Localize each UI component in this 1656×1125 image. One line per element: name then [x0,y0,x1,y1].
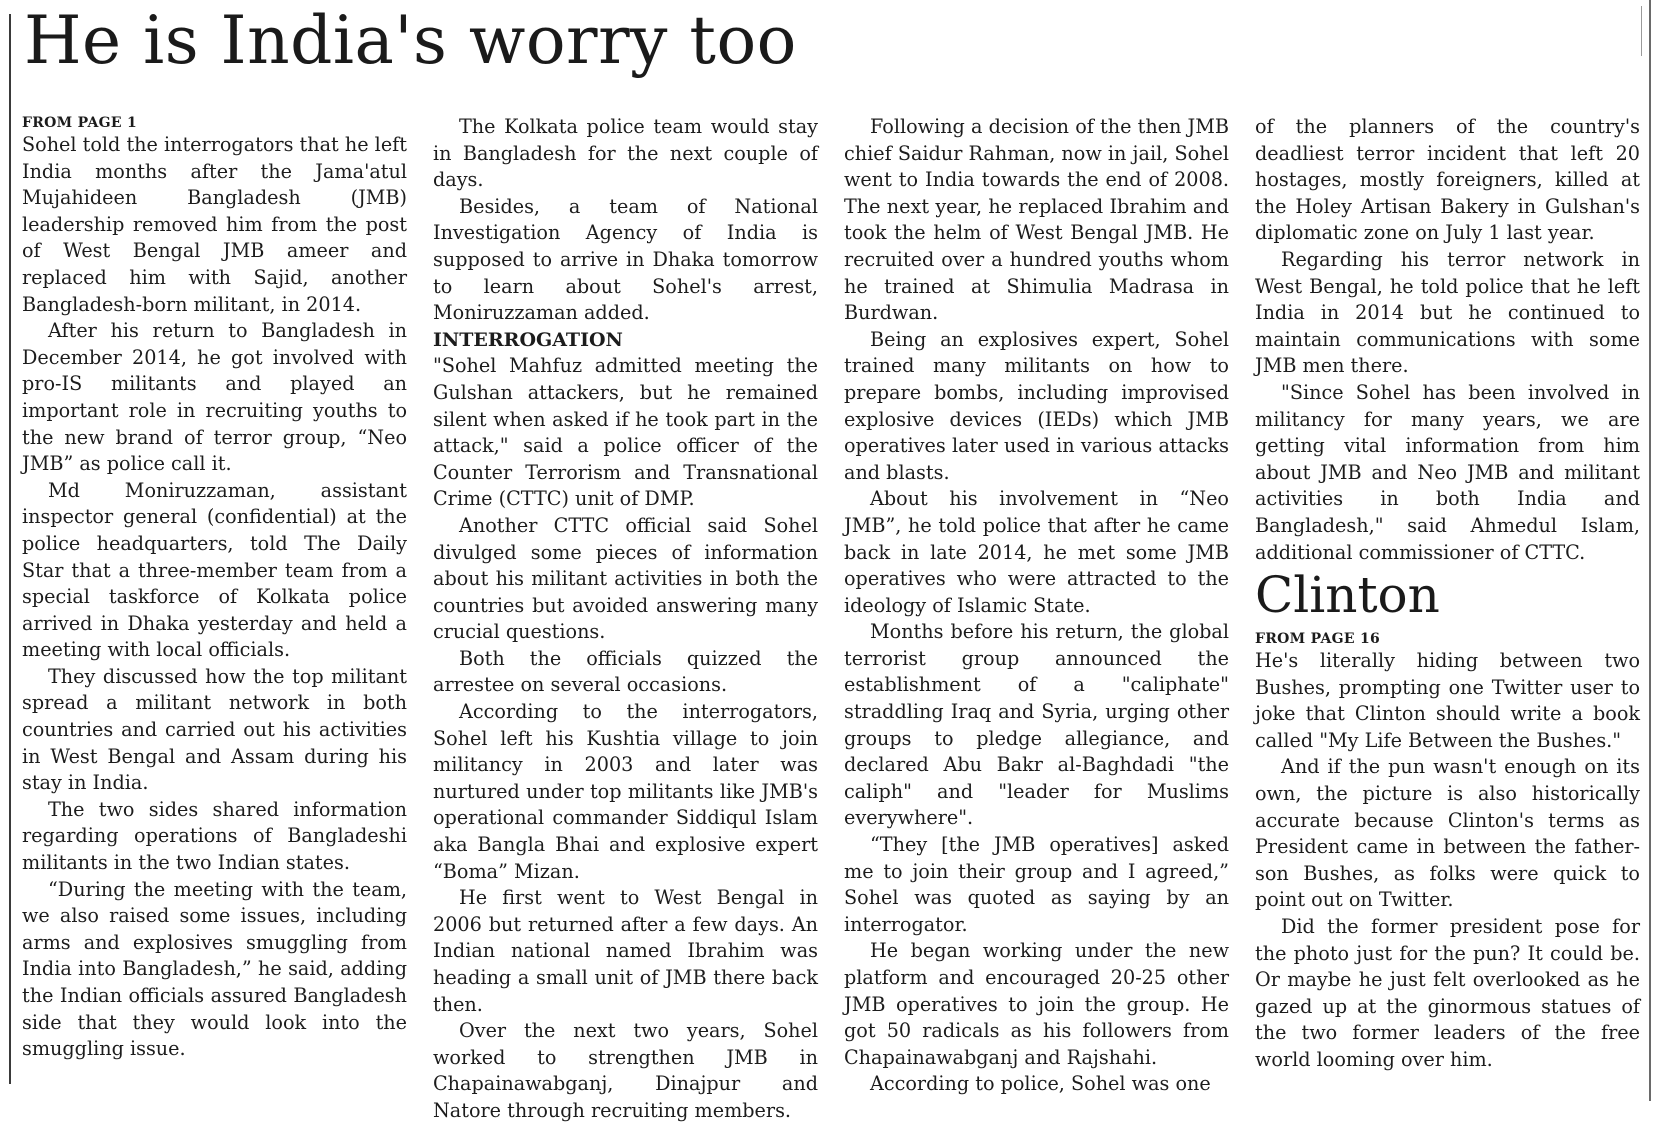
paragraph: He began working under the new platform and encouraged 20-25 other JMB operatives to join the group. He got 50 radicals as his followers from Chapainawabganj and Rajshahi. [844,939,1229,1069]
paragraph: "Since Sohel has been involved in militancy for many years, we are getting vital information from him about JMB and Neo JMB and militant activities in both India and Bangladesh," said Ahmedul Islam, additional commissioner of CTTC. [1255,380,1640,564]
right-edge-rule [1649,0,1651,1101]
paragraph: of the planners of the country's deadliest terror incident that left 20 hostages, mostly foreigners, killed at the Holey Artisan Bakery in Gulshan's diplomatic zone on July 1 last year. [1255,115,1640,245]
paragraph: He first went to West Bengal in 2006 but returned after a few days. An Indian national named Ibrahim was heading a small unit of JMB there back then. [433,886,818,1016]
headline: He is India's worry too [24,2,797,79]
article-column-1 [22,114,407,1063]
paragraph: Another CTTC official said Sohel divulged some pieces of information about his militant activities in both the countries but avoided answering many crucial questions. [433,513,818,644]
article-column-3 [844,114,1229,1098]
continued-from-label: FROM PAGE 16 [1255,631,1381,648]
paragraph: Sohel told the interrogators that he left India months after the Jama'atul Mujahideen Bangladesh (JMB) leadership removed him from the post of West Bengal JMB ameer and replaced him with Sajid, another Bangladesh-born militant, in 2014. [22,133,407,316]
article-column-2 [433,114,818,1125]
paragraph: After his return to Bangladesh in December 2014, he got involved with pro-IS militants and played an important role in recruiting youths to the new brand of terror group, “Neo JMB” as police call it. [22,319,407,476]
paragraph: About his involvement in “Neo JMB”, he told police that after he came back in late 2014, he met some JMB operatives who were attracted to the ideology of Islamic State. [844,487,1229,617]
paragraph: "Sohel Mahfuz admitted meeting the Gulshan attackers, but he remained silent when asked if he took part in the attack," said a police officer of the Counter Terrorism and Transnational Crime (CTTC) unit of DMP. [433,354,818,511]
right-edge-rule-top [1641,6,1642,56]
article-column-4 [1255,114,1640,1074]
paragraph: He's literally hiding between two Bushes, prompting one Twitter user to joke that Clinton should write a book called "My Life Between the Bushes." [1255,649,1640,752]
section-subhead: INTERROGATION [433,328,623,351]
paragraph: They discussed how the top militant spread a militant network in both countries and carried out his activities in West Bengal and Assam during his stay in India. [22,664,407,795]
paragraph: According to police, Sohel was one [870,1072,1211,1096]
paragraph: Both the officials quizzed the arrestee on several occasions. [433,646,818,697]
paragraph: Besides, a team of National Investigation Agency of India is supposed to arrive in Dhaka tomorrow to learn about Sohel's arrest, Moniruzzaman added. [433,194,818,325]
paragraph: Did the former president pose for the photo just for the pun? It could be. Or maybe he just felt overlooked as he gazed up at the ginormous statues of the two former leaders of the free world looming over him. [1255,915,1640,1071]
paragraph: Regarding his terror network in West Bengal, he told police that he left India in 2014 but he continued to maintain communications with some JMB men there. [1255,247,1640,378]
clinton-headline: Clinton [1255,566,1440,625]
paragraph: Md Moniruzzaman, assistant inspector general (confidential) at the police headquarters, told The Daily Star that a three-member team from a special taskforce of Kolkata police arrived in Dhaka yesterday and held a meeting with local officials. [22,478,407,662]
paragraph: And if the pun wasn't enough on its own, the picture is also historically accurate because Clinton's terms as President came in between the father-son Bushes, as folks were quick to point out on Twitter. [1255,755,1640,912]
paragraph: According to the interrogators, Sohel left his Kushtia village to join militancy in 2003 and later was nurtured under top militants like JMB's operational commander Siddiqul Islam aka Bangla Bhai and explosive expert “Boma” Mizan. [433,700,818,883]
left-column-rule [9,14,11,1084]
continued-from-label: FROM PAGE 1 [22,115,138,131]
paragraph: The Kolkata police team would stay in Bangladesh for the next couple of days. [433,115,818,192]
paragraph: Being an explosives expert, Sohel trained many militants on how to prepare bombs, including improvised explosive devices (IEDs) which JMB operatives later used in various attacks and blasts. [844,327,1229,484]
paragraph: “They [the JMB operatives] asked me to join their group and I agreed,” Sohel was quoted as saying by an interrogator. [844,833,1229,936]
paragraph: Over the next two years, Sohel worked to strengthen JMB in Chapainawabganj, Dinajpur and Natore through recruiting members. [433,1019,818,1122]
paragraph: “During the meeting with the team, we also raised some issues, including arms and explosives smuggling from India into Bangladesh,” he said, adding the Indian officials assured Bangladesh side that they would look into the smuggling issue. [22,877,407,1061]
paragraph: The two sides shared information regarding operations of Bangladeshi militants in the two Indian states. [22,797,407,875]
paragraph: Following a decision of the then JMB chief Saidur Rahman, now in jail, Sohel went to India towards the end of 2008. The next year, he replaced Ibrahim and took the helm of West Bengal JMB. He recruited over a hundred youths whom he trained at Shimulia Madrasa in Burdwan. [844,115,1229,325]
paragraph: Months before his return, the global terrorist group announced the establishment of a "caliphate" straddling Iraq and Syria, urging other groups to pledge allegiance, and declared Abu Bakr al-Baghdadi "the caliph" and "leader for Muslims everywhere". [844,620,1229,830]
